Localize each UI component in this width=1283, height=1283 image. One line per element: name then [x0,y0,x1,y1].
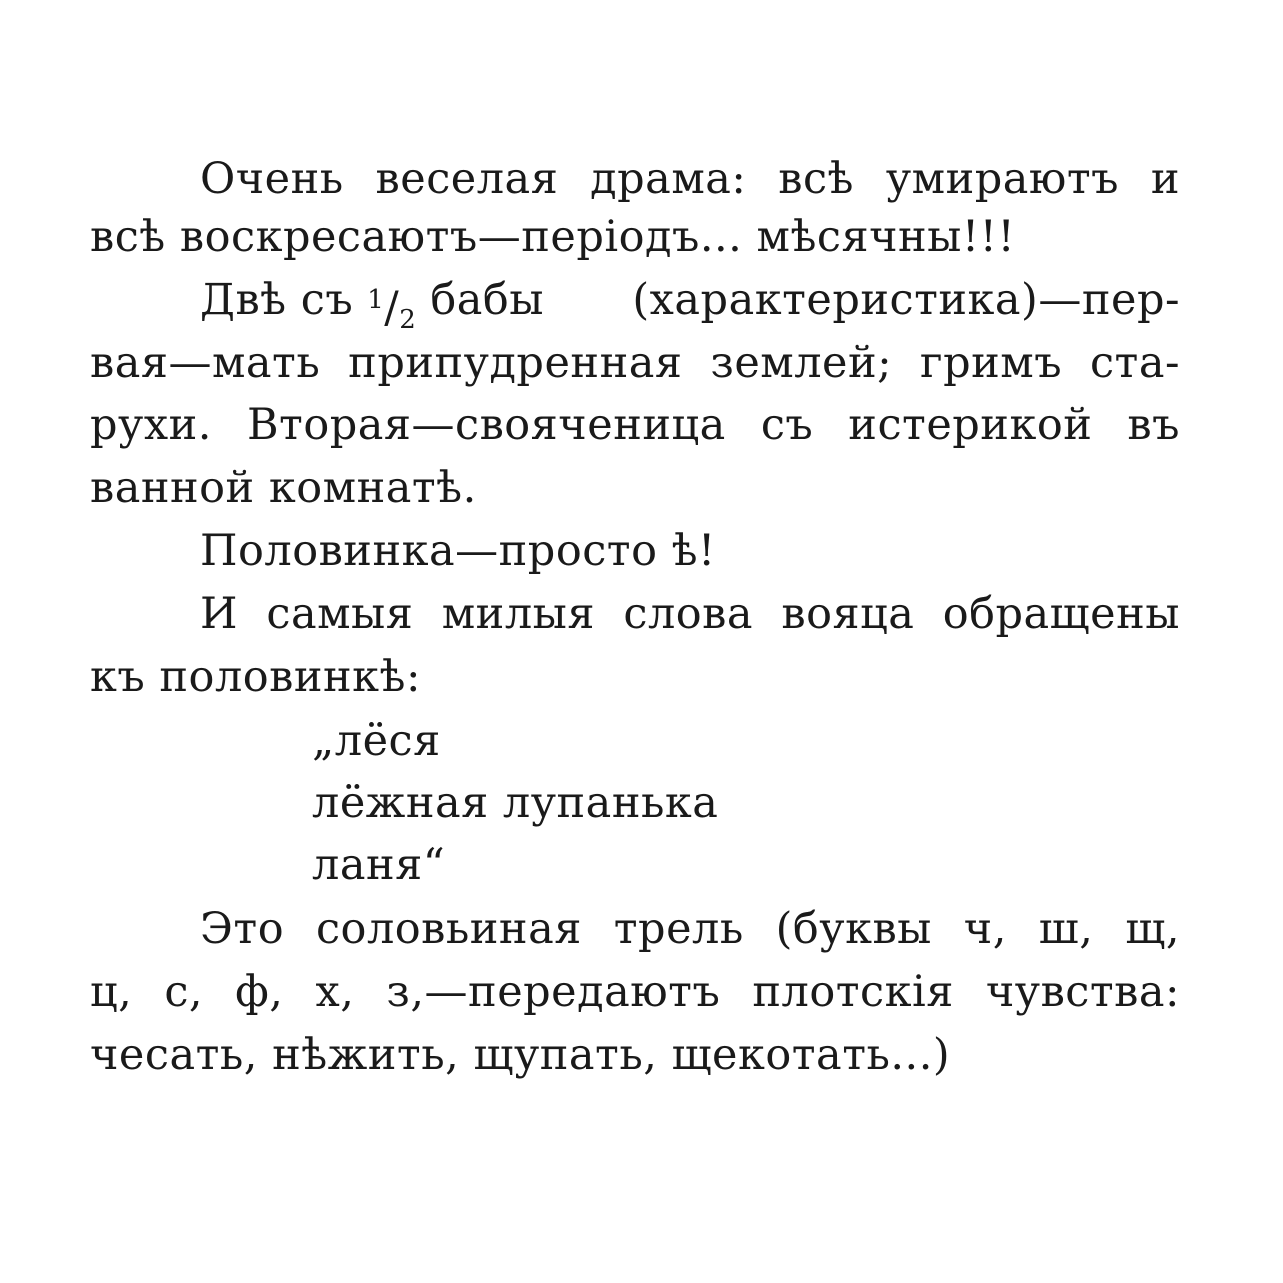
text-line: чесать, нѣжить, щупать, щекотать...) [90,1030,951,1080]
poem-line: лёжная лупанька [312,778,719,828]
fraction-denominator: 2 [399,305,417,335]
text-line: ванной комнатѣ. [90,463,477,513]
fraction-slash: / [384,283,400,333]
text-line: вая—мать припудренная землей; гримъ ста- [90,338,1180,388]
text-fragment: Двѣ съ [200,275,354,325]
text-line: рухи. Вторая—свояченица съ истерикой въ [90,400,1180,450]
text-line [200,275,1180,345]
text-line: И самыя милыя слова вояца обращены [200,589,1180,639]
text-line: ц, с, ф, х, з,—передаютъ плотскія чувства: [90,967,1180,1017]
text-line: Половинка—просто ѣ! [200,526,716,576]
text-line: всѣ воскресаютъ—періодъ... мѣсячны!!! [90,212,1016,262]
fraction-numerator: 1 [367,285,385,315]
text-fragment: бабы (характеристика)—пер- [430,275,1180,325]
fraction [367,275,416,345]
poem-line: ланя“ [312,840,446,890]
text-line: къ половинкѣ: [90,652,421,702]
text-line: Это соловьиная трель (буквы ч, ш, щ, [200,904,1180,954]
text-line: Очень веселая драма: всѣ умираютъ и [200,154,1180,204]
poem-line: „лёся [312,716,441,766]
